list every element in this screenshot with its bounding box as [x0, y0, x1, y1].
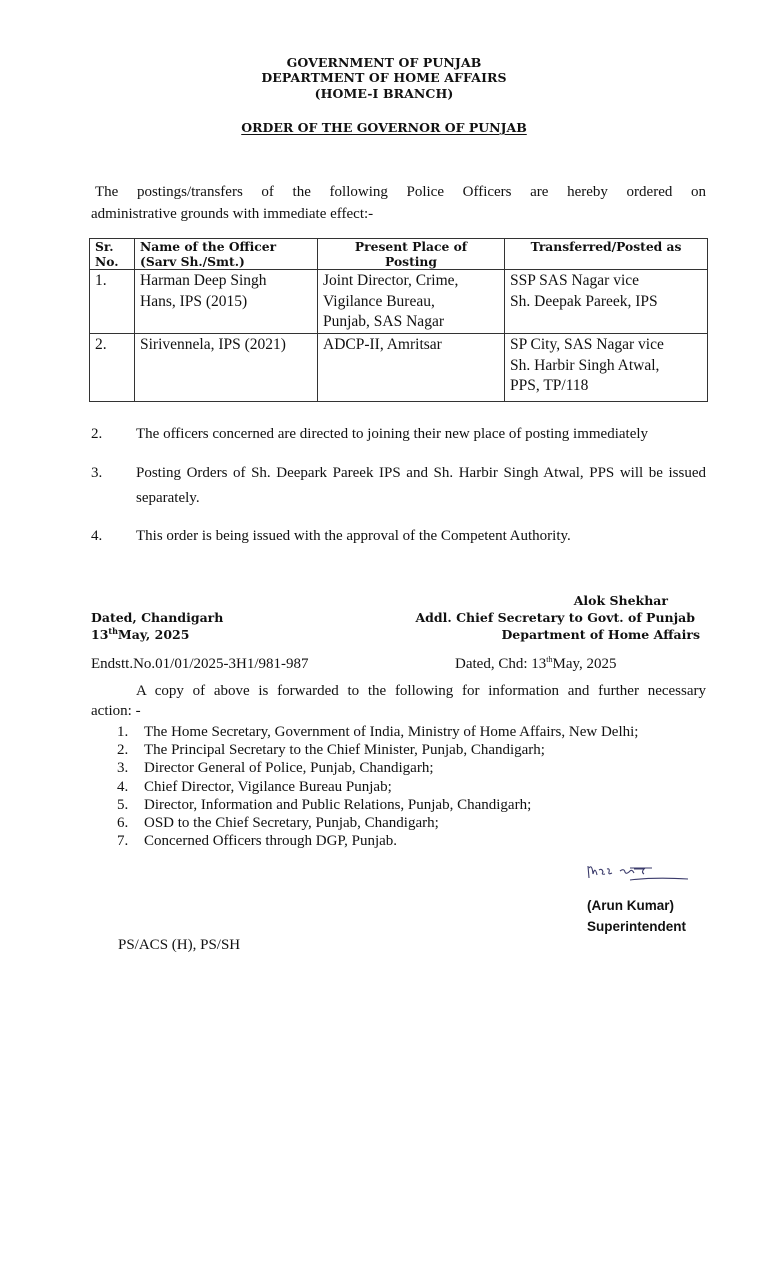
table-row [90, 270, 708, 334]
paragraph-number: 3. [91, 465, 103, 481]
signatory-name: Alok Shekhar [573, 593, 668, 608]
table-header-row [90, 239, 708, 270]
cell-present-posting [318, 270, 505, 334]
header-sr-no [90, 239, 135, 270]
list-item-text: The Home Secretary, Government of India, Ministry of Home Affairs, New Delhi; [144, 724, 639, 740]
header-present-posting [318, 239, 505, 270]
header-name-line1: Name of the Officer [140, 239, 277, 254]
paragraph-text: Posting Orders of Sh. Deepark Pareek IPS and Sh. Harbir Singh Atwal, PPS will be issued separately. [136, 465, 706, 506]
list-item-text: Concerned Officers through DGP, Punjab. [144, 833, 398, 850]
paragraph-number: 2. [91, 426, 103, 442]
signatory-department: Department of Home Affairs [501, 627, 700, 642]
footer-note: PS/ACS (H), PS/SH [118, 937, 241, 953]
header-officer-name [135, 239, 318, 270]
cell-text: Joint Director, Crime, [323, 272, 459, 289]
cell-officer-name [135, 270, 318, 334]
signature-icon [584, 860, 694, 886]
cell-posted-as [505, 334, 708, 402]
cell-text: Hans, IPS (2015) [140, 292, 248, 310]
cell-text: Sh. Deepak Pareek, IPS [510, 292, 658, 310]
date-suffix: th [108, 625, 118, 636]
intro-line-1: The postings/transfers of the following Police Officers are hereby ordered on [95, 184, 706, 200]
intro-paragraph [91, 181, 706, 225]
list-item [117, 814, 638, 832]
paragraph-4 [91, 524, 706, 549]
header-present-line1: Present Place of [354, 239, 468, 254]
list-item [117, 741, 638, 759]
superintendent-designation: Superintendent [587, 919, 687, 934]
list-item [117, 796, 638, 814]
cell-sr: 1. [90, 270, 135, 334]
superintendent-name: (Arun Kumar) [587, 898, 674, 913]
endorsement-date-prefix: Dated, Chd: 13 [455, 656, 547, 672]
cell-text: Harman Deep Singh [140, 272, 267, 289]
table-row [90, 334, 708, 402]
list-item-text: The Principal Secretary to the Chief Minister, Punjab, Chandigarh; [144, 742, 545, 759]
list-item-number: 2. [117, 742, 129, 759]
cell-text: PPS, TP/118 [510, 377, 589, 394]
signatory-designation: Addl. Chief Secretary to Govt. of Punjab [415, 610, 695, 625]
header-transferred-text: Transferred/Posted as [530, 239, 682, 254]
endorsement-date-suffix: th [546, 655, 553, 664]
list-item [117, 723, 638, 741]
cell-sr: 2. [90, 334, 135, 402]
endorsement-number: Endstt.No.01/01/2025-3H1/981-987 [91, 656, 309, 672]
paragraph-3 [91, 461, 706, 511]
header-name-line2: (Sarv Sh./Smt.) [140, 253, 245, 269]
list-item-number: 3. [117, 760, 129, 777]
paragraph-2 [91, 422, 706, 447]
cell-text: Vigilance Bureau, [323, 292, 435, 310]
list-item-number: 1. [117, 724, 129, 740]
copy-forward-intro [91, 681, 706, 721]
date-month-year: May, 2025 [117, 627, 190, 642]
paragraph-text: This order is being issued with the approval of the Competent Authority. [136, 528, 571, 544]
list-item-text: OSD to the Chief Secretary, Punjab, Chandigarh; [144, 815, 439, 832]
list-item [117, 759, 638, 777]
copy-intro-line-1: A copy of above is forwarded to the following for information and further necessary [136, 683, 706, 699]
list-item [117, 832, 638, 850]
header-government: GOVERNMENT OF PUNJAB [286, 55, 482, 70]
endorsement-date-rest: May, 2025 [552, 656, 617, 672]
cell-text: SSP SAS Nagar vice [510, 272, 640, 289]
endorsement-date [455, 656, 617, 673]
header-sr-no-line2: No. [95, 253, 119, 269]
paragraph-text: The officers concerned are directed to joining their new place of posting immediately [136, 426, 649, 442]
cell-text: Sh. Harbir Singh Atwal, [510, 356, 660, 374]
postings-table [89, 238, 708, 402]
list-item-text: Director General of Police, Punjab, Chandigarh; [144, 760, 434, 777]
list-item-number: 4. [117, 778, 129, 795]
list-item-number: 6. [117, 815, 129, 832]
cell-text: Sirivennela, IPS (2021) [140, 336, 286, 353]
header-transferred-posted [505, 239, 708, 270]
header-present-line2: Posting [385, 253, 437, 269]
dated-date [91, 626, 189, 643]
cell-posted-as [505, 270, 708, 334]
copy-intro-line-2: action: - [91, 703, 141, 719]
cell-text: ADCP-II, Amritsar [323, 336, 442, 353]
cell-present-posting [318, 334, 505, 402]
header-department: DEPARTMENT OF HOME AFFAIRS [261, 70, 507, 85]
intro-line-2: administrative grounds with immediate effect:- [91, 206, 374, 222]
order-title: ORDER OF THE GOVERNOR OF PUNJAB [241, 120, 527, 135]
list-item-text: Director, Information and Public Relations, Punjab, Chandigarh; [144, 796, 532, 813]
list-item [117, 778, 638, 796]
cell-text: SP City, SAS Nagar vice [510, 336, 664, 353]
dated-place: Dated, Chandigarh [91, 610, 224, 625]
header-sr-no-line1: Sr. [95, 239, 114, 254]
list-item-number: 5. [117, 796, 129, 813]
cell-officer-name [135, 334, 318, 402]
list-item-text: Chief Director, Vigilance Bureau Punjab; [144, 778, 392, 795]
cell-text: Punjab, SAS Nagar [323, 313, 444, 330]
header-branch: (HOME-I BRANCH) [314, 86, 454, 101]
recipients-list [117, 723, 638, 850]
paragraph-number: 4. [91, 528, 103, 544]
date-day: 13 [91, 627, 109, 642]
list-item-number: 7. [117, 833, 129, 850]
